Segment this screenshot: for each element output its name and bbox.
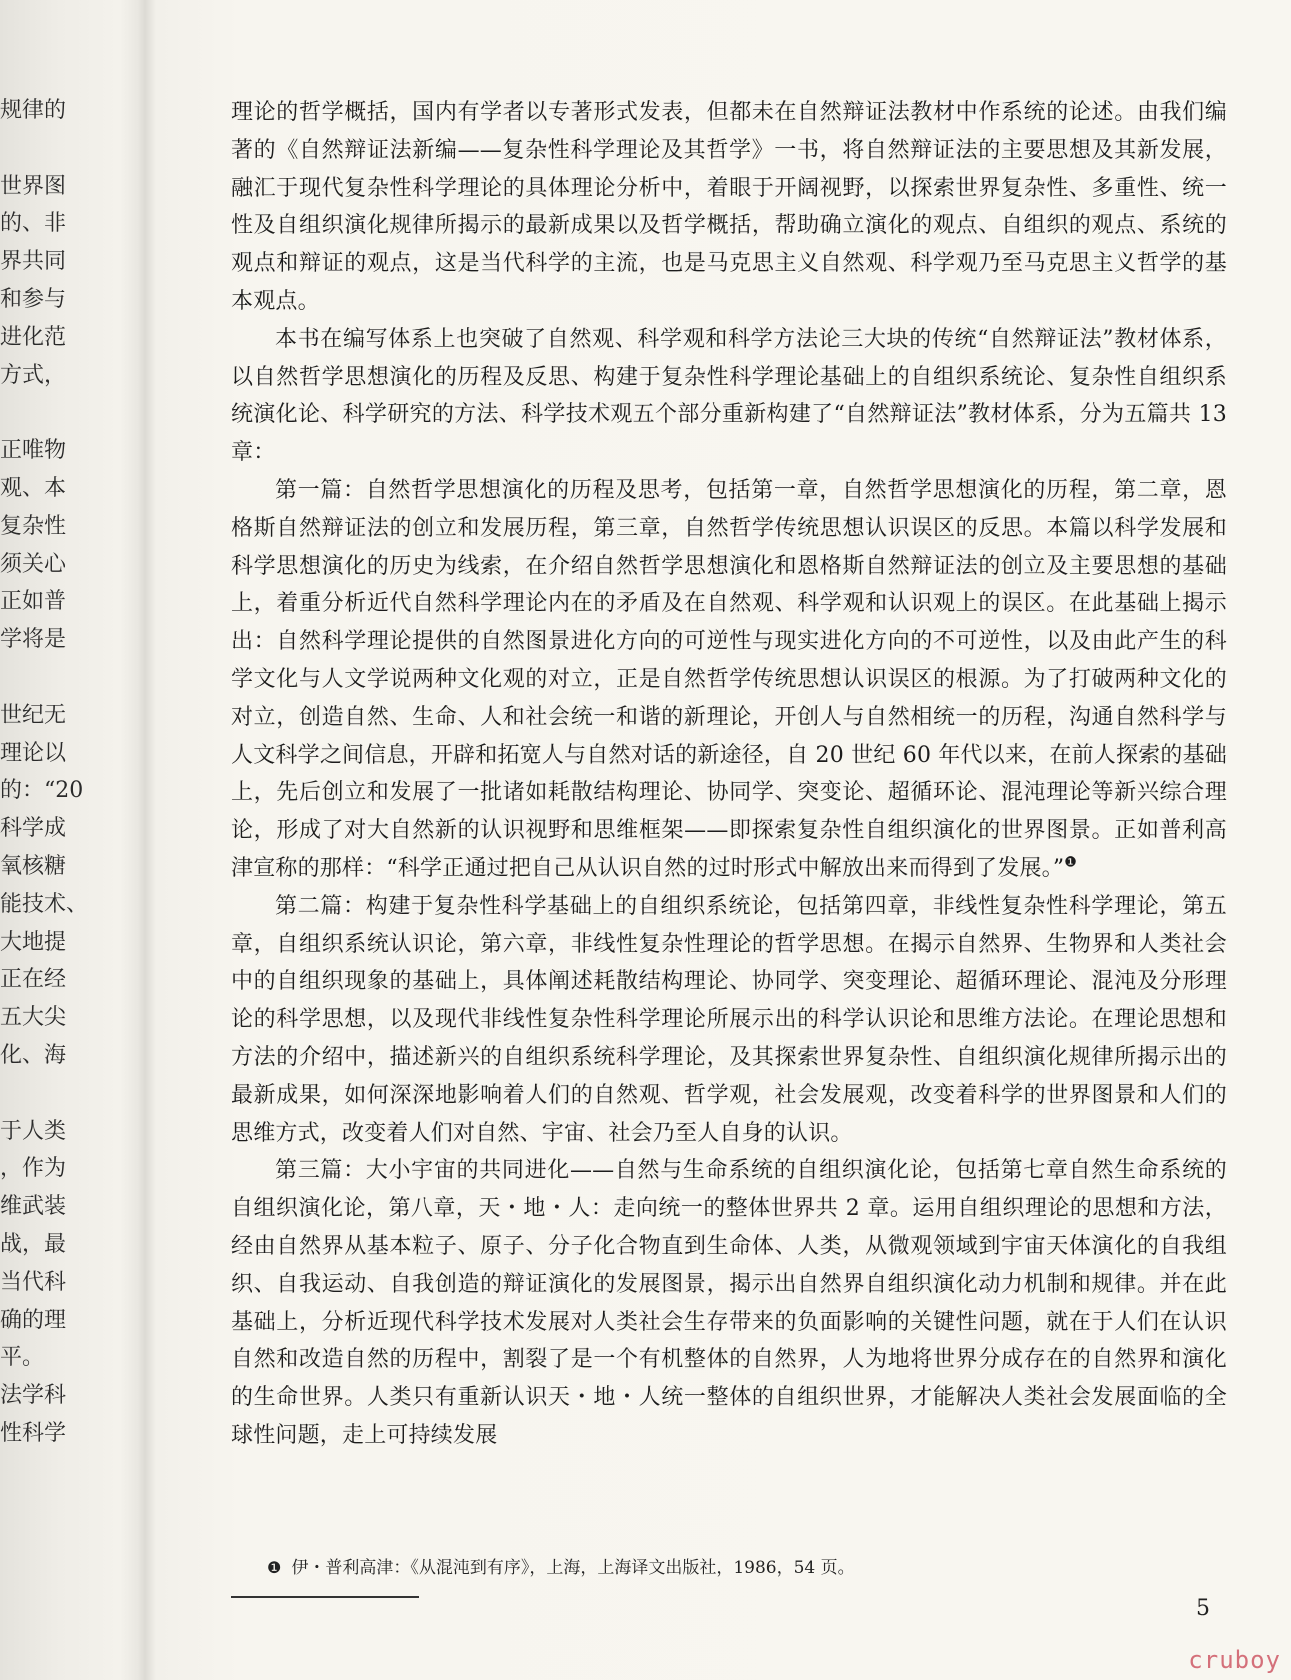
left-page-line (0, 130, 66, 168)
paragraph (231, 94, 1227, 321)
left-page-line (0, 1075, 66, 1113)
left-page-line: 科学成 (0, 816, 67, 842)
paragraph-text: 本书在编写体系上也突破了自然观、科学观和科学方法论三大块的传统“自然辩证法”教材体系，以自然哲学思想演化的历程及反思、构建于复杂性科学理论基础上的自组织系统论、复杂性自组织系统演化论、科学研究的方法、科学技术观五个部分重新构建了“自然辩证法”教材体系，分为五篇共 13 章： (231, 326, 1227, 466)
paragraph (231, 472, 1227, 888)
left-page-line: 性科学 (0, 1420, 67, 1446)
left-page-line: 维武装 (0, 1194, 67, 1220)
left-page-line: 的：“20 (0, 778, 84, 804)
left-page-line: 五大尖 (0, 1005, 67, 1031)
paragraph (231, 888, 1227, 1153)
left-page-line: 能技术、 (0, 891, 89, 917)
footnote-text: 伊・普利高津：《从混沌到有序》，上海，上海译文出版社，1986，54 页。 (291, 1558, 855, 1578)
paragraph-text: 第三篇：大小宇宙的共同进化——自然与生命系统的自组织演化论，包括第七章自然生命系统的自组织演化论，第八章，天・地・人：走向统一的整体世界共 2 章。运用自组织理论的思想和方法，经由自然界从基本粒子、原子、分子化合物直到生命体、人类，从微观领域到宇宙天体演化的自我组织、自我运动、自我创造的辩证演化的发展图景，揭示出自然界自组织演化动力机制和规律。并在此基础上，分析近现代科学技术发展对人类社会生存带来的负面影响的关键性问题，就在于人们在认识自然和改造自然的历程中，割裂了是一个有机整体的自然界，人为地将世界分成存在的自然界和演化的生命世界。人类只有重新认识天・地・人统一整体的自组织世界，才能解决人类社会发展面临的全球性问题，走上可持续发展 (231, 1158, 1227, 1448)
left-page-line: 确的理 (0, 1307, 67, 1333)
left-page-line (0, 394, 66, 432)
left-page-line: 和参与 (0, 286, 67, 312)
footnote-rule (231, 1596, 419, 1598)
left-page-line: 平。 (0, 1345, 45, 1371)
watermark: cruboy (1188, 1646, 1281, 1674)
left-page-line: 进化范 (0, 324, 67, 350)
left-page-line: 规律的 (0, 98, 67, 123)
left-page-line: 方式， (0, 362, 67, 388)
left-page-line: 化、海 (0, 1042, 67, 1068)
left-page-line (0, 659, 66, 697)
left-page-line: 正如普 (0, 589, 67, 615)
left-page-line: 须关心 (0, 551, 67, 577)
left-page-line: 学将是 (0, 627, 67, 653)
left-page-line: ，作为 (0, 1156, 67, 1182)
left-page-line: 观、本 (0, 475, 67, 501)
paragraph (231, 1152, 1227, 1454)
left-page-line: 当代科 (0, 1269, 67, 1295)
main-text-body (231, 94, 1227, 1455)
left-page-line: 法学科 (0, 1383, 67, 1409)
left-page-line: 的、非 (0, 211, 67, 237)
paragraph-text: 理论的哲学概括，国内有学者以专著形式发表，但都未在自然辩证法教材中作系统的论述。由我们编著的《自然辩证法新编——复杂性科学理论及其哲学》一书，将自然辩证法的主要思想及其新发展，融汇于现代复杂性科学理论的具体理论分析中，着眼于开阔视野，以探索世界复杂性、多重性、统一性及自组织演化规律所揭示的最新成果以及哲学概括，帮助确立演化的观点、自组织的观点、系统的观点和辩证的观点，这是当代科学的主流，也是马克思主义自然观、科学观乃至马克思主义哲学的基本观点。 (231, 100, 1227, 314)
footnote-reference: ❶ (1064, 854, 1078, 871)
left-page-line: 理论以 (0, 740, 67, 766)
paragraph-text: 第一篇：自然哲学思想演化的历程及思考，包括第一章，自然哲学思想演化的历程，第二章，恩格斯自然辩证法的创立和发展历程，第三章，自然哲学传统思想认识误区的反思。本篇以科学发展和科学思想演化的历史为线索，在介绍自然哲学思想演化和恩格斯自然辩证法的创立及主要思想的基础上，着重分析近代自然科学理论内在的矛盾及在自然观、科学观和认识观上的误区。在此基础上揭示出：自然科学理论提供的自然图景进化方向的可逆性与现实进化方向的不可逆性，以及由此产生的科学文化与人文学说两种文化观的对立，正是自然哲学传统思想认识误区的根源。为了打破两种文化的对立，创造自然、生命、人和社会统一和谐的新理论，开创人与自然相统一的历程，沟通自然科学与人文科学之间信息，开辟和拓宽人与自然对话的新途径，自 20 世纪 60 年代以来，在前人探索的基础上，先后创立和发展了一批诸如耗散结构理论、协同学、突变论、超循环论、混沌理论等新兴综合理论，形成了对大自然新的认识视野和思维框架——即探索复杂性自组织演化的世界图景。正如普利高津宣称的那样：“科学正通过把自己从认识自然的过时形式中解放出来而得到了发展。” (231, 477, 1227, 881)
left-page-line: 大地提 (0, 929, 67, 955)
left-page-fragment (0, 92, 89, 1453)
paragraph (231, 321, 1227, 472)
left-page-line: 于人类 (0, 1118, 67, 1144)
left-page-line: 正唯物 (0, 438, 67, 464)
footnote (267, 1556, 1227, 1580)
paragraph-text: 第二篇：构建于复杂性科学基础上的自组织系统论，包括第四章，非线性复杂性科学理论，第五章，自组织系统认识论，第六章，非线性复杂性理论的哲学思想。在揭示自然界、生物界和人类社会中的自组织现象的基础上，具体阐述耗散结构理论、协同学、突变理论、超循环理论、混沌及分形理论的科学思想，以及现代非线性复杂性科学理论所展示出的科学认识论和思维方法论。在理论思想和方法的介绍中，描述新兴的自组织系统科学理论，及其探索世界复杂性、自组织演化规律所揭示出的最新成果，如何深深地影响着人们的自然观、哲学观，社会发展观，改变着科学的世界图景和人们的思维方式，改变着人们对自然、宇宙、社会乃至人自身的认识。 (231, 893, 1227, 1146)
left-page-line: 氧核糖 (0, 853, 67, 879)
left-page-line: 战，最 (0, 1231, 67, 1257)
left-page-line: 正在经 (0, 967, 67, 993)
left-page-line: 世界图 (0, 173, 67, 199)
left-page-line: 界共同 (0, 249, 67, 275)
footnote-marker: ❶ (267, 1558, 282, 1577)
page-number: 5 (1196, 1596, 1210, 1621)
left-page-line: 世纪无 (0, 702, 67, 728)
left-page-line: 复杂性 (0, 513, 67, 539)
